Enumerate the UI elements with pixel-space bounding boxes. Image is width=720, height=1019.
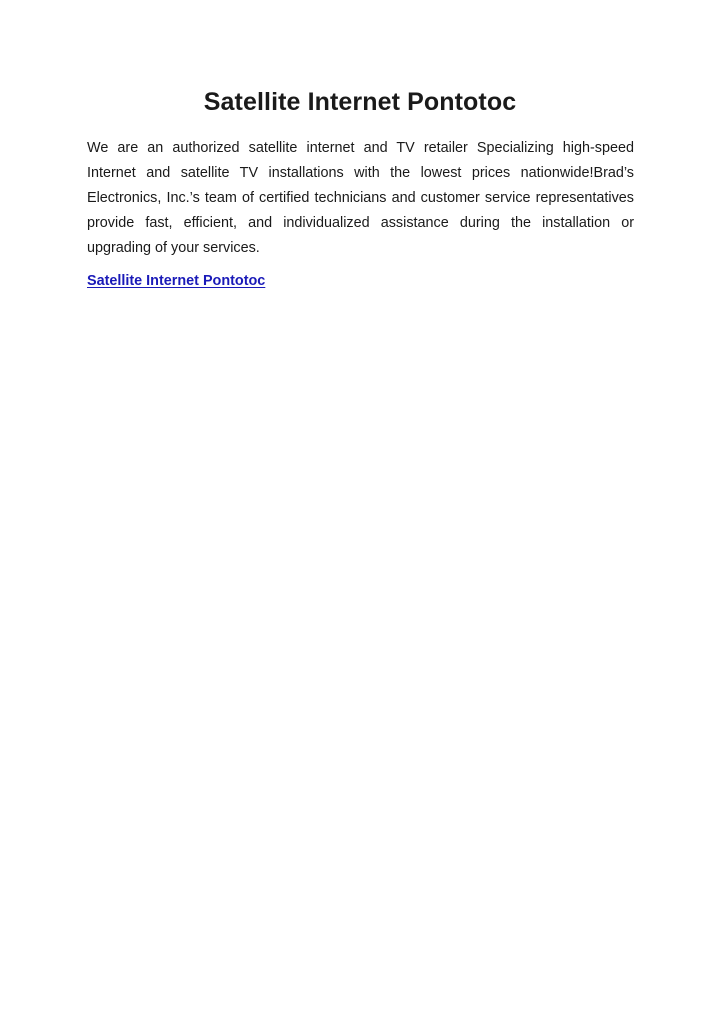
satellite-internet-link[interactable]: Satellite Internet Pontotoc: [87, 273, 266, 289]
body-paragraph: We are an authorized satellite internet and TV retailer Specializing high-speed Internet and satellite TV installations with the lowest prices nationwide!Brad’s Electronics, Inc.’s team of certified technicians and customer service representatives provide fast, efficient, and individualized assistance during the installation or upgrading of your services.: [87, 140, 634, 256]
page-title: Satellite Internet Pontotoc: [203, 88, 517, 116]
